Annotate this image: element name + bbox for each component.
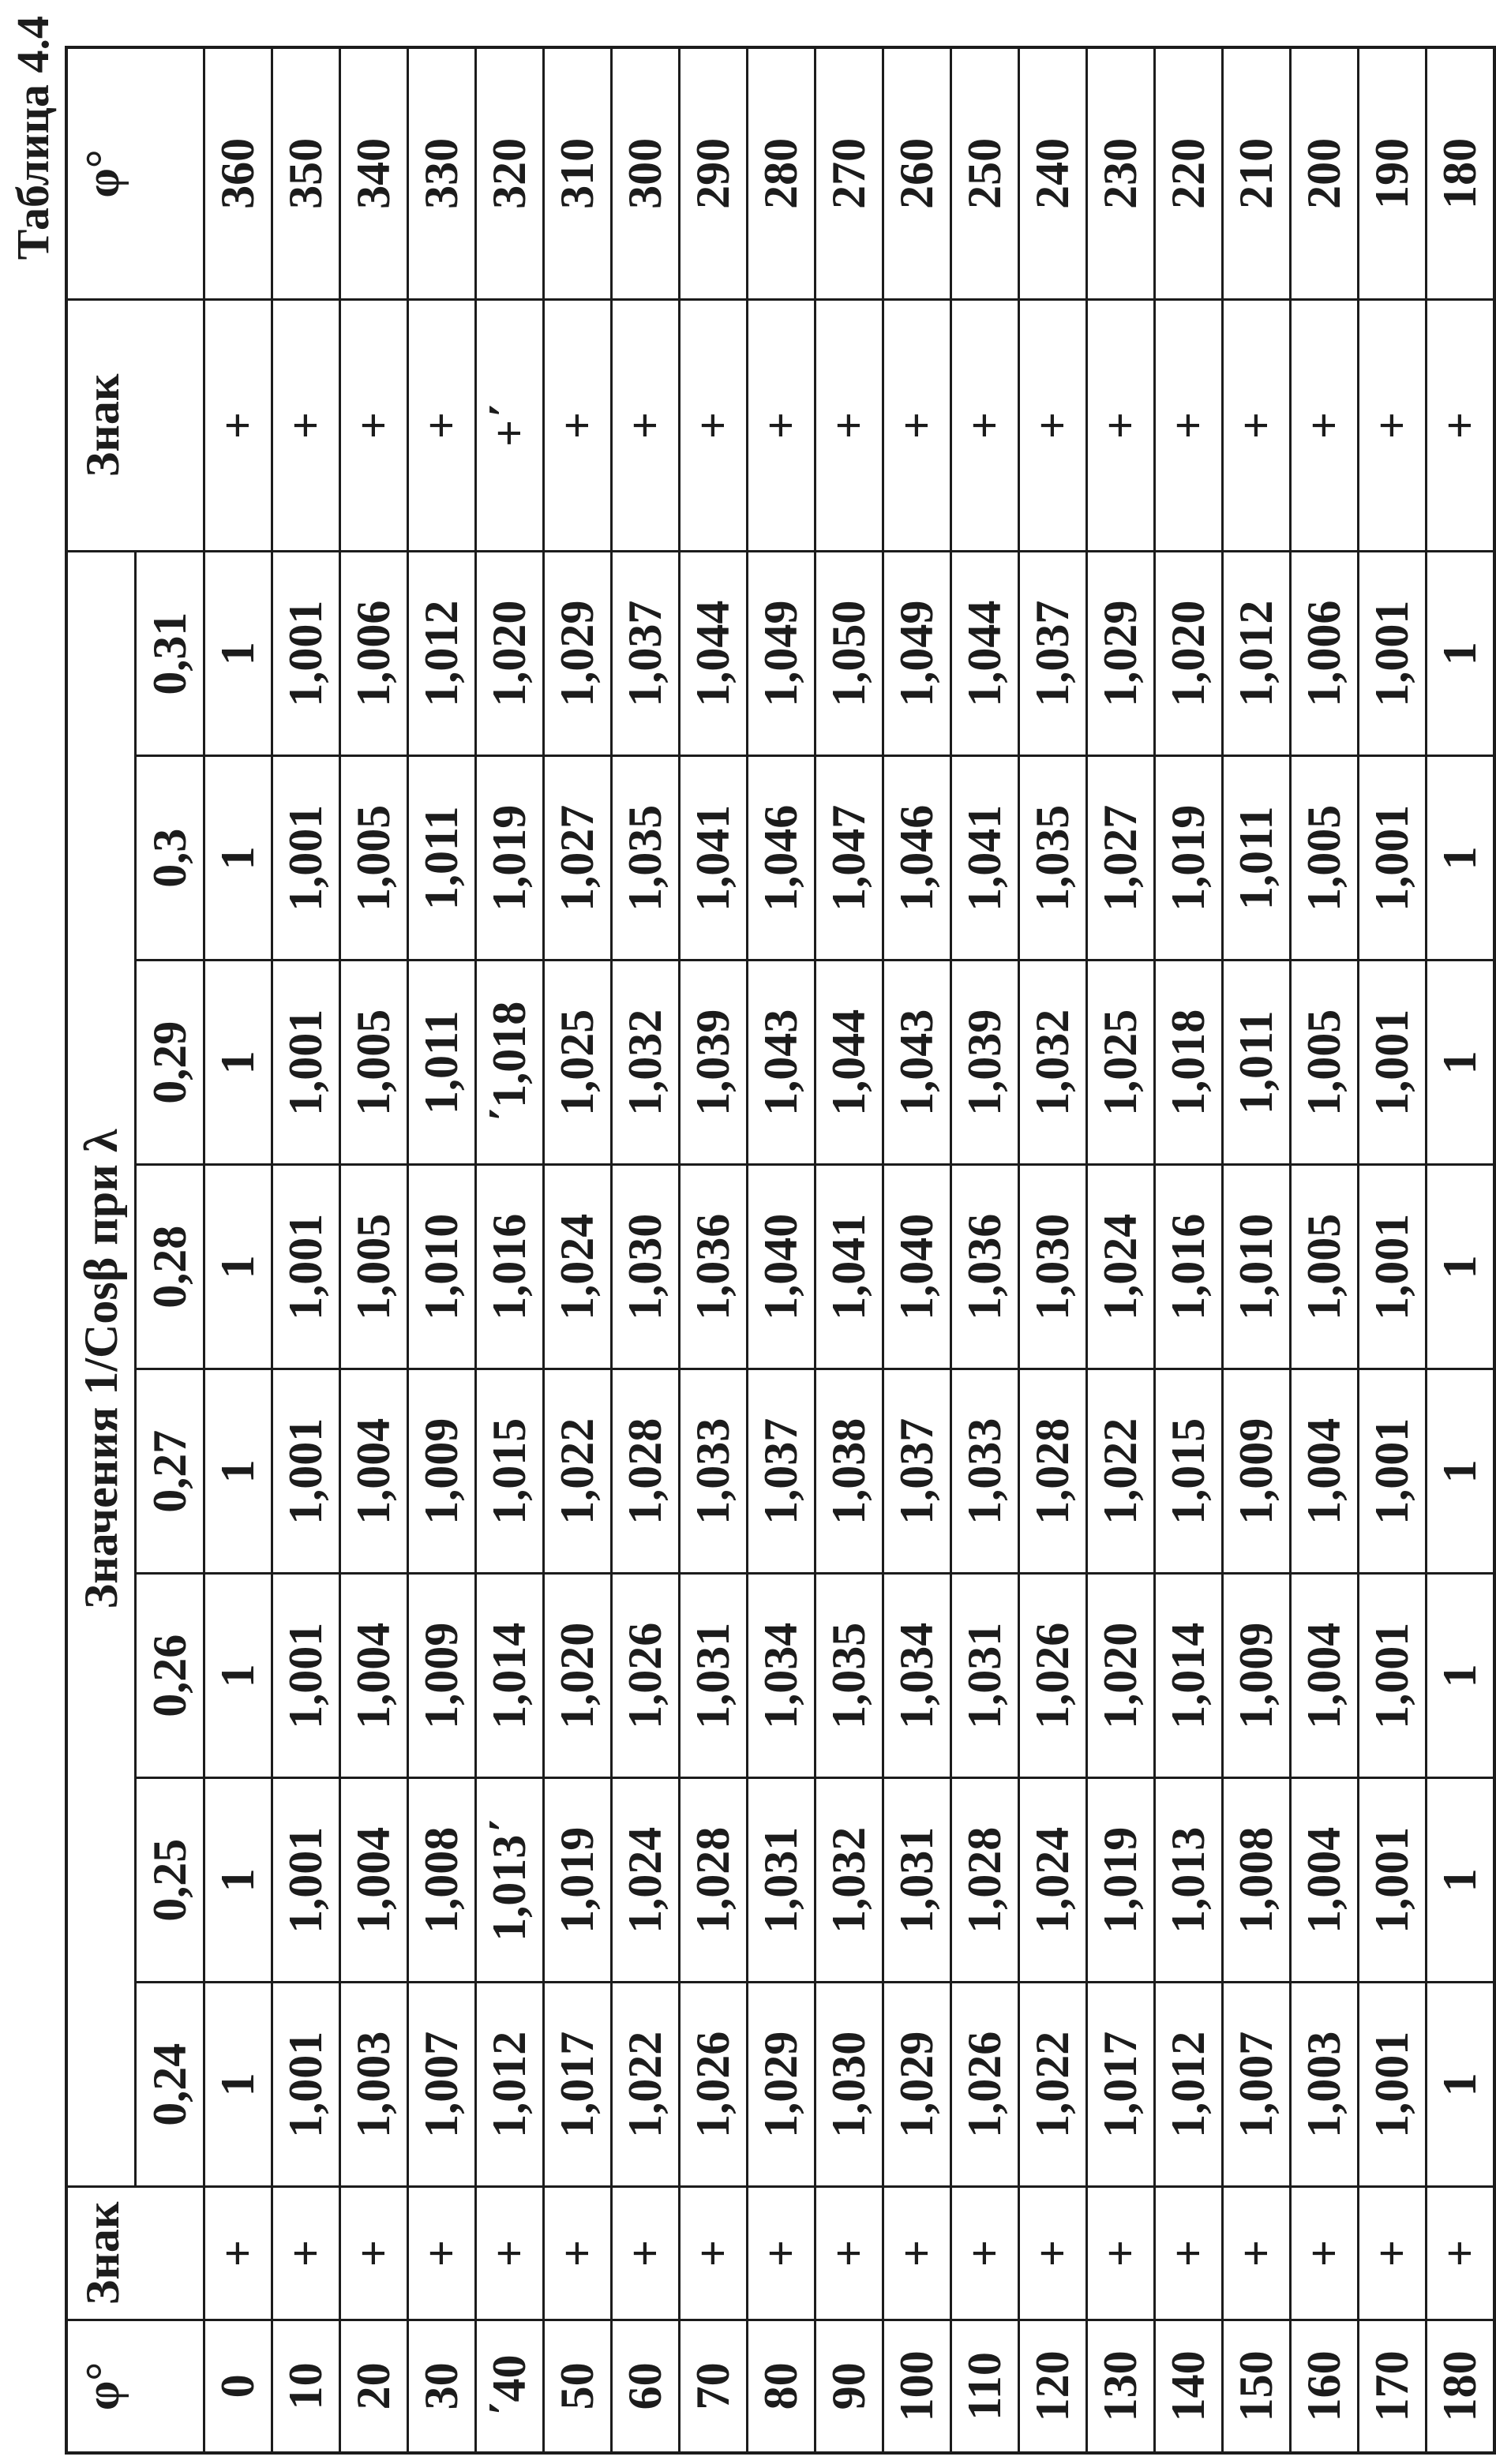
table-row [476,47,544,2453]
value-cell: 1,044 [951,552,1019,756]
sign-right-cell: + [204,299,272,551]
header-lambda: 0,28 [136,1165,204,1369]
value-cell: 1,050 [815,552,883,756]
phi-cell: 20 [340,2320,408,2453]
value-cell: 1,040 [748,1165,815,1369]
value-cell: 1,027 [544,756,612,961]
value-cell: 1,001 [1359,756,1427,961]
value-cell: 1,046 [748,756,815,961]
header-lambda: 0,25 [136,1778,204,1983]
value-cell: 1,008 [408,1778,476,1983]
phi-right-cell: 280 [748,47,815,299]
value-cell: 1,001 [272,756,340,961]
value-cell: 1,036 [951,1165,1019,1369]
value-cell: 1,001 [272,1369,340,1574]
phi-right-cell: 180 [1427,47,1495,299]
value-cell: 1,016 [1155,1165,1223,1369]
table-row [1155,47,1223,2453]
value-cell: 1,024 [1087,1165,1155,1369]
value-cell: 1,022 [544,1369,612,1574]
header-lambda: 0,24 [136,1983,204,2187]
value-cell: 1,001 [1359,1369,1427,1574]
value-cell: 1,037 [883,1369,951,1574]
value-cell: 1,008 [1223,1778,1291,1983]
value-cell: 1,031 [883,1778,951,1983]
value-cell: 1,005 [340,1165,408,1369]
value-cell: 1 [204,1165,272,1369]
value-cell: 1,003 [340,1983,408,2187]
value-cell: 1,013 [1155,1778,1223,1983]
sign-cell: + [1291,2187,1359,2320]
sign-cell: + [476,2187,544,2320]
value-cell: 1,020 [1087,1574,1155,1778]
value-cell: 1,011 [1223,961,1291,1165]
value-cell: 1,032 [1019,961,1087,1165]
table-row [1427,47,1495,2453]
value-cell: 1,009 [408,1574,476,1778]
phi-cell: 140 [1155,2320,1223,2453]
sign-cell: + [1359,2187,1427,2320]
table-row [204,47,272,2453]
phi-right-cell: 340 [340,47,408,299]
value-cell: 1,006 [1291,552,1359,756]
value-cell: 1,024 [544,1165,612,1369]
phi-cell: 160 [1291,2320,1359,2453]
phi-cell: 0 [204,2320,272,2453]
value-cell: 1,001 [1359,961,1427,1165]
phi-right-cell: 270 [815,47,883,299]
phi-right-cell: 310 [544,47,612,299]
sign-cell: + [544,2187,612,2320]
phi-right-cell: 300 [612,47,680,299]
value-cell: 1,001 [1359,1165,1427,1369]
value-cell: 1,026 [680,1983,748,2187]
table-caption: Таблица 4.4 [7,16,58,260]
value-cell: 1 [1427,1574,1495,1778]
sign-right-cell: + [1427,299,1495,551]
value-cell: 1,027 [1087,756,1155,961]
value-cell: 1,026 [612,1574,680,1778]
sign-cell: + [883,2187,951,2320]
phi-cell: 80 [748,2320,815,2453]
value-cell: 1,026 [951,1983,1019,2187]
value-cell: 1 [1427,961,1495,1165]
sign-cell: + [272,2187,340,2320]
header-sign-left: Знак [66,2187,204,2320]
table-row [883,47,951,2453]
table-row [408,47,476,2453]
value-cell: 1,020 [476,552,544,756]
header-lambda: 0,26 [136,1574,204,1778]
value-cell: 1,037 [612,552,680,756]
value-cell: 1,004 [340,1574,408,1778]
phi-cell: 10 [272,2320,340,2453]
header-group-title: Значения 1/Cosβ при λ [66,552,136,2187]
value-cell: 1 [1427,1983,1495,2187]
phi-right-cell: 210 [1223,47,1291,299]
header-lambda: 0,27 [136,1369,204,1574]
sign-cell: + [951,2187,1019,2320]
value-cell: 1,010 [408,1165,476,1369]
value-cell: 1,028 [951,1778,1019,1983]
value-cell: 1,028 [1019,1369,1087,1574]
table-body [204,47,1495,2453]
table-row [544,47,612,2453]
phi-cell: 90 [815,2320,883,2453]
header-sign-right: Знак [66,299,204,551]
phi-cell: 170 [1359,2320,1427,2453]
value-cell: 1 [204,1574,272,1778]
value-cell: 1,036 [680,1165,748,1369]
phi-right-cell: 350 [272,47,340,299]
sign-cell: + [680,2187,748,2320]
value-cell: 1,019 [1087,1778,1155,1983]
value-cell: 1,046 [883,756,951,961]
value-cell: 1 [1427,756,1495,961]
value-cell: 1,014 [476,1574,544,1778]
value-cell: 1,022 [1019,1983,1087,2187]
value-cell: 1,004 [1291,1778,1359,1983]
value-cell: 1,006 [340,552,408,756]
table-row [612,47,680,2453]
value-cell: 1,005 [1291,756,1359,961]
value-cell: 1,009 [408,1369,476,1574]
value-cell: 1,005 [1291,961,1359,1165]
value-cell: 1,029 [1087,552,1155,756]
phi-cell: 70 [680,2320,748,2453]
value-cell: 1,007 [1223,1983,1291,2187]
value-cell: 1,001 [272,1983,340,2187]
sign-cell: + [1155,2187,1223,2320]
value-cell: 1,040 [883,1165,951,1369]
phi-cell: 180 [1427,2320,1495,2453]
header-phi-left: φ° [66,2320,204,2453]
value-cell: 1,029 [883,1983,951,2187]
sign-cell: + [1087,2187,1155,2320]
value-cell: 1,011 [408,756,476,961]
value-cell: 1,043 [748,961,815,1165]
header-lambda: 0,29 [136,961,204,1165]
value-cell: 1 [204,1778,272,1983]
sign-right-cell: + [883,299,951,551]
sign-right-cell: + [1291,299,1359,551]
value-cell: 1,038 [815,1369,883,1574]
value-cell: 1 [204,552,272,756]
sign-cell: + [612,2187,680,2320]
table-row [680,47,748,2453]
value-cell: 1,033 [680,1369,748,1574]
value-cell: 1,022 [1087,1369,1155,1574]
value-cell: 1,012 [1223,552,1291,756]
value-cell: 1,032 [612,961,680,1165]
sign-right-cell: + [544,299,612,551]
value-cell: 1,032 [815,1778,883,1983]
sign-right-cell: + [408,299,476,551]
table-row [748,47,815,2453]
sign-right-cell: + [951,299,1019,551]
phi-cell: 150 [1223,2320,1291,2453]
value-cell: 1,016 [476,1165,544,1369]
value-cell: 1 [1427,552,1495,756]
value-cell: 1,047 [815,756,883,961]
sign-cell: + [1427,2187,1495,2320]
value-cell: 1,020 [1155,552,1223,756]
value-cell: 1,034 [883,1574,951,1778]
value-cell: 1,035 [1019,756,1087,961]
phi-cell: 30 [408,2320,476,2453]
value-cell: 1,011 [408,961,476,1165]
value-cell: 1,017 [1087,1983,1155,2187]
value-cell: 1,024 [1019,1778,1087,1983]
phi-cell: 60 [612,2320,680,2453]
sign-right-cell: +΄ [476,299,544,551]
sign-right-cell: + [1155,299,1223,551]
header-phi-right: φ° [66,47,204,299]
value-cell: 1,037 [748,1369,815,1574]
phi-cell: ΄40 [476,2320,544,2453]
data-table [65,46,1496,2455]
phi-right-cell: 240 [1019,47,1087,299]
sign-right-cell: + [680,299,748,551]
value-cell: 1,004 [340,1778,408,1983]
value-cell: 1,025 [544,961,612,1165]
value-cell: 1,013΄ [476,1778,544,1983]
value-cell: 1,009 [1223,1574,1291,1778]
value-cell: 1,049 [883,552,951,756]
value-cell: 1,001 [272,1165,340,1369]
phi-right-cell: 260 [883,47,951,299]
value-cell: 1,034 [748,1574,815,1778]
phi-cell: 110 [951,2320,1019,2453]
sign-right-cell: + [1087,299,1155,551]
value-cell: 1,030 [815,1983,883,2187]
value-cell: 1,041 [951,756,1019,961]
phi-right-cell: 360 [204,47,272,299]
value-cell: 1,001 [1359,1778,1427,1983]
value-cell: 1,039 [951,961,1019,1165]
value-cell: 1 [1427,1778,1495,1983]
sign-cell: + [1019,2187,1087,2320]
table-row [1019,47,1087,2453]
value-cell: 1,020 [544,1574,612,1778]
phi-right-cell: 290 [680,47,748,299]
value-cell: 1,018 [1155,961,1223,1165]
table-row [340,47,408,2453]
value-cell: 1,025 [1087,961,1155,1165]
value-cell: 1,001 [272,552,340,756]
sign-cell: + [408,2187,476,2320]
sign-right-cell: + [612,299,680,551]
value-cell: 1 [204,756,272,961]
value-cell: ΄1,018 [476,961,544,1165]
value-cell: 1,001 [272,1778,340,1983]
phi-cell: 50 [544,2320,612,2453]
sign-cell: + [204,2187,272,2320]
value-cell: 1,010 [1223,1165,1291,1369]
sign-right-cell: + [1359,299,1427,551]
header-lambda: 0,3 [136,756,204,961]
value-cell: 1,026 [1019,1574,1087,1778]
value-cell: 1,044 [680,552,748,756]
value-cell: 1,019 [1155,756,1223,961]
value-cell: 1,030 [1019,1165,1087,1369]
value-cell: 1,043 [883,961,951,1165]
value-cell: 1,022 [612,1983,680,2187]
phi-cell: 130 [1087,2320,1155,2453]
table-row [1359,47,1427,2453]
value-cell: 1,005 [1291,1165,1359,1369]
phi-right-cell: 200 [1291,47,1359,299]
table-row [272,47,340,2453]
table-row [1087,47,1155,2453]
value-cell: 1,004 [1291,1369,1359,1574]
value-cell: 1,015 [1155,1369,1223,1574]
value-cell: 1 [1427,1165,1495,1369]
value-cell: 1,031 [748,1778,815,1983]
phi-right-cell: 220 [1155,47,1223,299]
phi-right-cell: 190 [1359,47,1427,299]
value-cell: 1,005 [340,961,408,1165]
table-row [1291,47,1359,2453]
value-cell: 1,015 [476,1369,544,1574]
sign-right-cell: + [340,299,408,551]
value-cell: 1 [204,961,272,1165]
value-cell: 1,014 [1155,1574,1223,1778]
sign-cell: + [815,2187,883,2320]
sign-right-cell: + [748,299,815,551]
value-cell: 1,009 [1223,1369,1291,1574]
value-cell: 1,041 [815,1165,883,1369]
phi-right-cell: 330 [408,47,476,299]
value-cell: 1,001 [1359,1574,1427,1778]
sign-right-cell: + [1019,299,1087,551]
value-cell: 1,001 [1359,552,1427,756]
table-row [1223,47,1291,2453]
header-lambda: 0,31 [136,552,204,756]
value-cell: 1,004 [340,1369,408,1574]
phi-right-cell: 250 [951,47,1019,299]
value-cell: 1 [204,1983,272,2187]
phi-cell: 100 [883,2320,951,2453]
table-row [951,47,1019,2453]
value-cell: 1,001 [272,961,340,1165]
phi-cell: 120 [1019,2320,1087,2453]
sign-right-cell: + [272,299,340,551]
phi-right-cell: 230 [1087,47,1155,299]
value-cell: 1,049 [748,552,815,756]
value-cell: 1,005 [340,756,408,961]
value-cell: 1 [1427,1369,1495,1574]
value-cell: 1,024 [612,1778,680,1983]
value-cell: 1,017 [544,1983,612,2187]
value-cell: 1,004 [1291,1574,1359,1778]
value-cell: 1,012 [476,1983,544,2187]
value-cell: 1,035 [815,1574,883,1778]
sign-cell: + [340,2187,408,2320]
value-cell: 1,037 [1019,552,1087,756]
value-cell: 1,019 [544,1778,612,1983]
value-cell: 1,028 [612,1369,680,1574]
value-cell: 1,039 [680,961,748,1165]
sign-right-cell: + [1223,299,1291,551]
value-cell: 1,033 [951,1369,1019,1574]
value-cell: 1,007 [408,1983,476,2187]
table-row [815,47,883,2453]
value-cell: 1,031 [680,1574,748,1778]
value-cell: 1,011 [1223,756,1291,961]
value-cell: 1,044 [815,961,883,1165]
value-cell: 1,030 [612,1165,680,1369]
value-cell: 1,001 [1359,1983,1427,2187]
value-cell: 1 [204,1369,272,1574]
value-cell: 1,028 [680,1778,748,1983]
value-cell: 1,012 [408,552,476,756]
value-cell: 1,035 [612,756,680,961]
value-cell: 1,019 [476,756,544,961]
value-cell: 1,001 [272,1574,340,1778]
value-cell: 1,029 [748,1983,815,2187]
value-cell: 1,029 [544,552,612,756]
sign-cell: + [748,2187,815,2320]
value-cell: 1,031 [951,1574,1019,1778]
header-row-1 [66,47,136,2453]
sign-cell: + [1223,2187,1291,2320]
value-cell: 1,041 [680,756,748,961]
value-cell: 1,012 [1155,1983,1223,2187]
sign-right-cell: + [815,299,883,551]
phi-right-cell: 320 [476,47,544,299]
value-cell: 1,003 [1291,1983,1359,2187]
